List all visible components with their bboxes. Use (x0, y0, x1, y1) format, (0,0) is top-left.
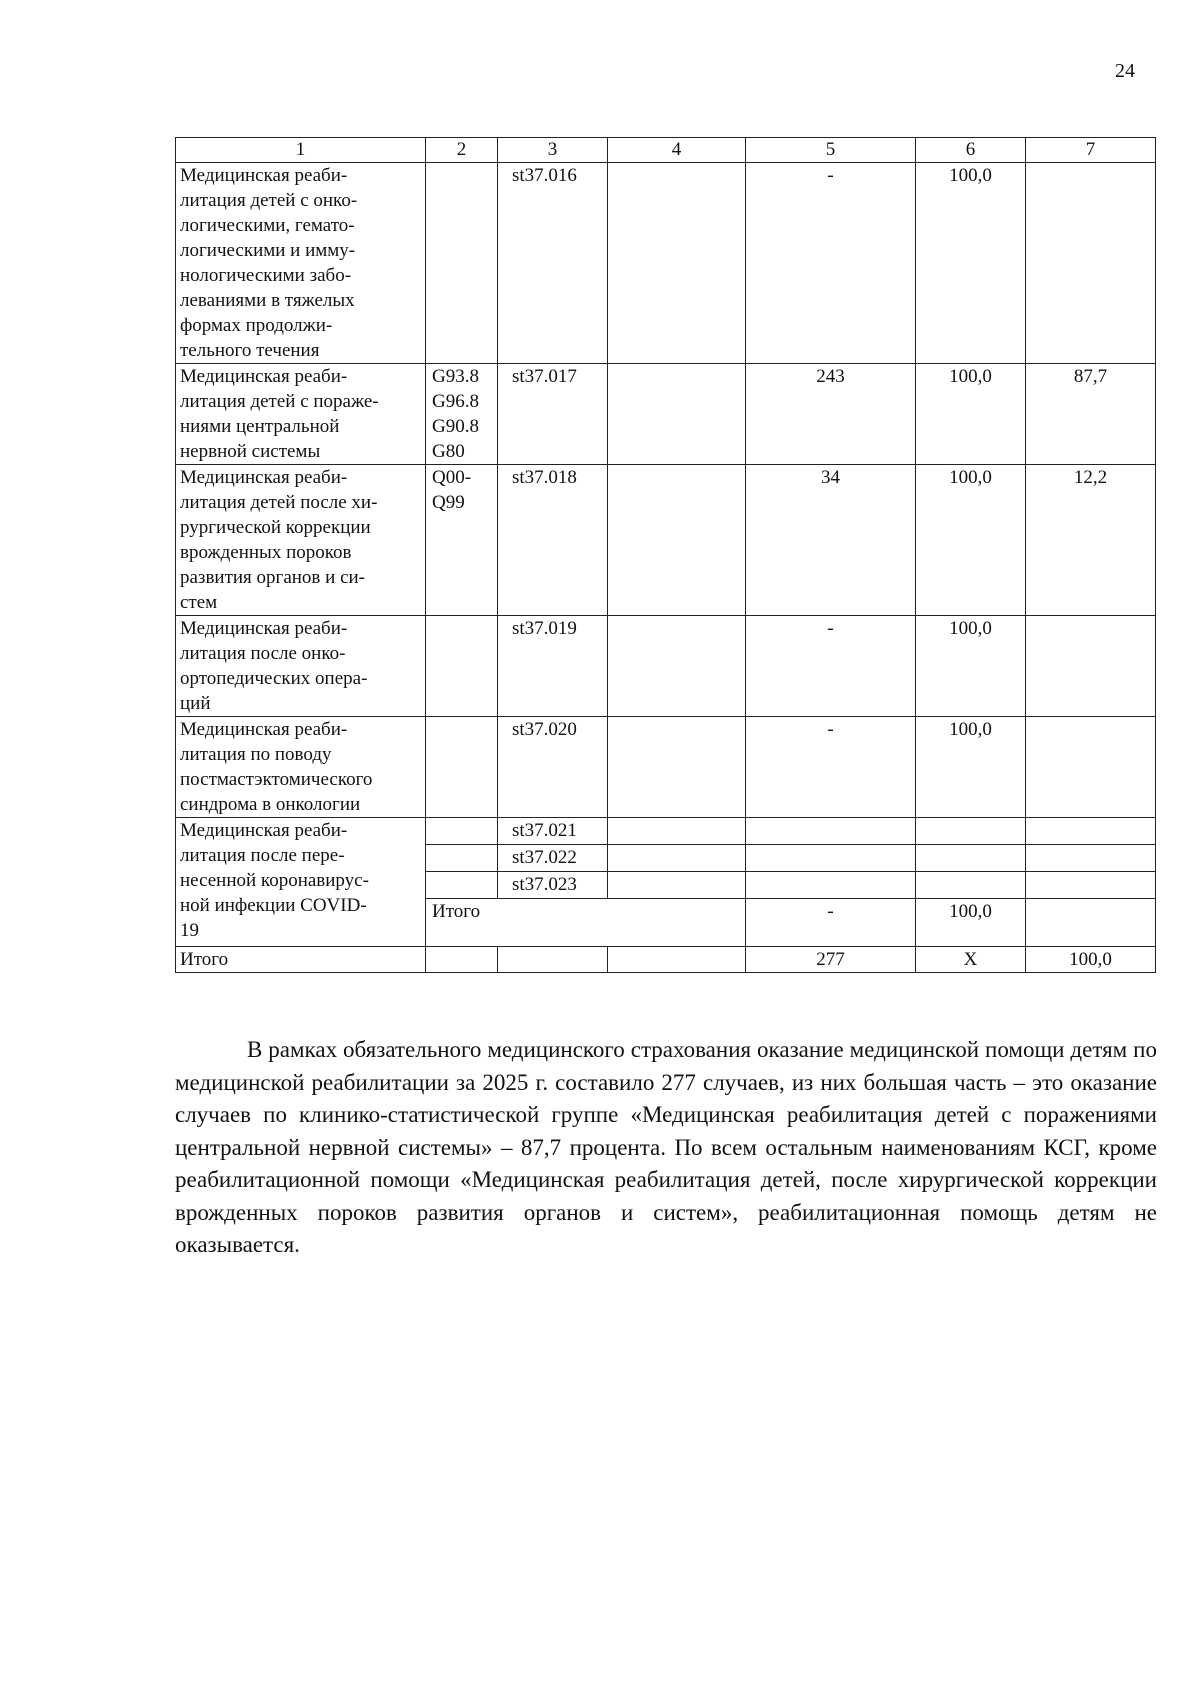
empty-cell (608, 616, 746, 717)
percent-cell (1026, 717, 1156, 818)
diagnosis-cell (426, 872, 498, 899)
empty-cell (608, 364, 746, 465)
table-row (176, 616, 1156, 717)
share-cell: 100,0 (916, 364, 1026, 465)
empty-cell (608, 845, 746, 872)
share-cell: 100,0 (916, 616, 1026, 717)
row-name-cell: Медицинская реаби- литация после онко- ортопедических опера- ций (176, 616, 426, 717)
empty-cell (916, 872, 1026, 899)
diagnosis-cell (426, 616, 498, 717)
count-cell: - (746, 616, 916, 717)
empty-cell (608, 465, 746, 616)
count-cell: - (746, 717, 916, 818)
total-share-cell: X (916, 947, 1026, 973)
total-label-cell: Итого (176, 947, 426, 973)
empty-cell (1026, 899, 1156, 947)
column-header: 5 (746, 138, 916, 163)
diagnosis-cell (426, 818, 498, 845)
code-cell: st37.016 (498, 163, 608, 364)
empty-cell (746, 872, 916, 899)
share-cell: 100,0 (916, 717, 1026, 818)
total-count-cell: 277 (746, 947, 916, 973)
diagnosis-cell (426, 717, 498, 818)
table-row (176, 163, 1156, 364)
share-cell: 100,0 (916, 465, 1026, 616)
code-cell: st37.017 (498, 364, 608, 465)
empty-cell (746, 845, 916, 872)
total-row (176, 947, 1156, 973)
count-cell: - (746, 163, 916, 364)
summary-paragraph: В рамках обязательного медицинского страхования оказание медицинской помощи детям по медицинской реабилитации за 2025 г. составило 277 случаев, из них большая часть – это оказание случаев по клинико-статистической группе «Медицинская реабилитация детей с поражениями центральной нервной системы» – 87,7 процента. По всем остальным наименованиям КСГ, кроме реабилитационной помощи «Медицинская реабилитация детей, после хирургической коррекции врожденных пороков развития органов и систем», реабилитационная помощь детям не оказывается. (175, 1037, 1157, 1257)
percent-cell: 12,2 (1026, 465, 1156, 616)
empty-cell (916, 845, 1026, 872)
empty-cell (608, 872, 746, 899)
empty-cell (1026, 845, 1156, 872)
table-row (176, 465, 1156, 616)
diagnosis-cell (426, 163, 498, 364)
diagnosis-cell: G93.8 G96.8 G90.8 G80 (426, 364, 498, 465)
table-header-row (176, 138, 1156, 163)
table-row (176, 364, 1156, 465)
empty-cell (608, 947, 746, 973)
share-cell: 100,0 (916, 163, 1026, 364)
empty-cell (426, 947, 498, 973)
page-number: 24 (1115, 60, 1135, 82)
row-name-cell: Медицинская реаби- литация детей после хи- рургической коррекции врожденных пороков развития органов и си- стем (176, 465, 426, 616)
code-cell: st37.020 (498, 717, 608, 818)
column-header: 2 (426, 138, 498, 163)
diagnosis-cell (426, 845, 498, 872)
code-cell: st37.018 (498, 465, 608, 616)
total-percent-cell: 100,0 (1026, 947, 1156, 973)
rehabilitation-table (175, 137, 1156, 973)
code-cell: st37.019 (498, 616, 608, 717)
column-header: 7 (1026, 138, 1156, 163)
empty-cell (498, 947, 608, 973)
column-header: 6 (916, 138, 1026, 163)
count-cell: 34 (746, 465, 916, 616)
column-header: 1 (176, 138, 426, 163)
count-cell: - (746, 899, 916, 947)
empty-cell (1026, 818, 1156, 845)
share-cell: 100,0 (916, 899, 1026, 947)
count-cell: 243 (746, 364, 916, 465)
empty-cell (608, 717, 746, 818)
empty-cell (746, 818, 916, 845)
empty-cell (608, 818, 746, 845)
empty-cell (916, 818, 1026, 845)
row-name-cell: Медицинская реаби- литация после пере- несенной коронавирус- ной инфекции COVID- 19 (176, 818, 426, 947)
code-cell: st37.023 (498, 872, 608, 899)
percent-cell: 87,7 (1026, 364, 1156, 465)
code-cell: st37.021 (498, 818, 608, 845)
covid-row (176, 818, 1156, 845)
code-cell: st37.022 (498, 845, 608, 872)
percent-cell (1026, 616, 1156, 717)
diagnosis-cell: Q00- Q99 (426, 465, 498, 616)
row-name-cell: Медицинская реаби- литация детей с пораже- ниями центральной нервной системы (176, 364, 426, 465)
row-name-cell: Медицинская реаби- литация по поводу постмастэктомического синдрома в онкологии (176, 717, 426, 818)
column-header: 4 (608, 138, 746, 163)
percent-cell (1026, 163, 1156, 364)
empty-cell (608, 163, 746, 364)
column-header: 3 (498, 138, 608, 163)
subtotal-label-cell: Итого (426, 899, 746, 947)
empty-cell (1026, 872, 1156, 899)
table-row (176, 717, 1156, 818)
row-name-cell: Медицинская реаби- литация детей с онко- логическими, гемато- логическими и имму- нологическими забо- леваниями в тяжелых формах продолжи- тельного течения (176, 163, 426, 364)
